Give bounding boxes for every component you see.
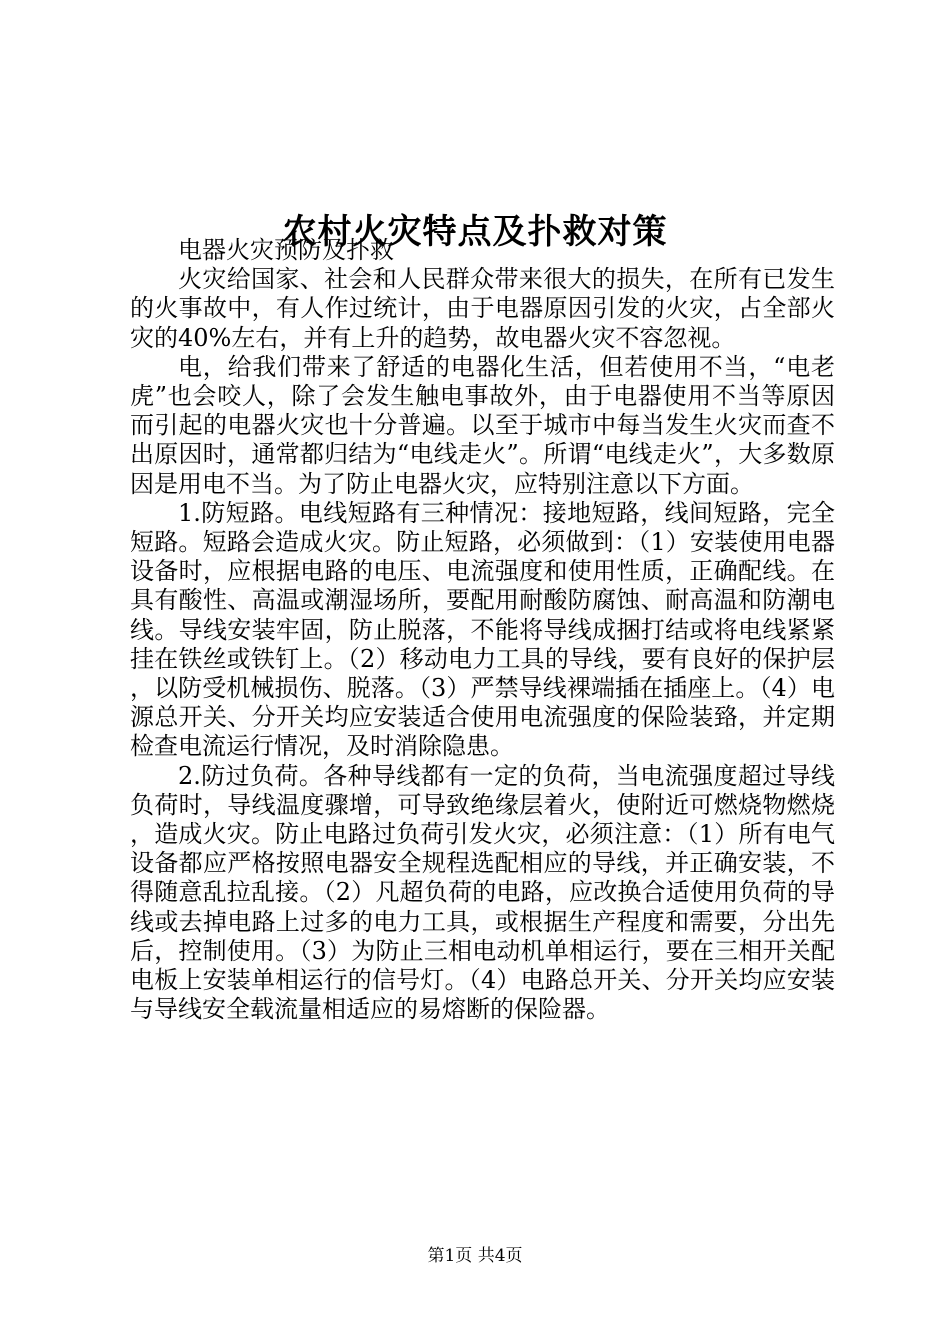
paragraph-overload: 2.防过负荷。各种导线都有一定的负荷，当电流强度超过导线负荷时，导线温度骤增，可导致绝缘层着火，使附近可燃烧物燃烧，造成火灾。防止电路过负荷引发火灾，必须注意：（1）所有电气设备都应严格按照电器安全规程选配相应的导线，并正确安装，不得随意乱拉乱接。（2）凡超负荷的电路，应改换合适使用负荷的导线或去掉电路上过多的电力工具，或根据生产程度和需要，分出先后，控制使用。（3）为防止三相电动机单相运行，要在三相开关配电板上安装单相运行的信号灯。（4）电路总开关、分开关均应安装与导线安全载流量相适应的易熔断的保险器。 — [130, 761, 835, 1024]
paragraph-electricity: 电，给我们带来了舒适的电器化生活，但若使用不当，“电老虎”也会咬人，除了会发生触电事故外，由于电器使用不当等原因而引起的电器火灾也十分普遍。以至于城市中每当发生火灾而查不出原因时，通常都归结为“电线走火”。所谓“电线走火”，大多数原因是用电不当。为了防止电器火灾，应特别注意以下方面。 — [130, 352, 835, 498]
page-number: 第1页 共4页 — [427, 1246, 523, 1266]
document-title: 农村火灾特点及扑救对策 — [282, 211, 668, 252]
document-body — [130, 236, 835, 1024]
paragraph-short-circuit: 1.防短路。电线短路有三种情况：接地短路，线间短路，完全短路。短路会造成火灾。防止短路，必须做到：（1）安装使用电器设备时，应根据电路的电压、电流强度和使用性质，正确配线。在具有酸性、高温或潮湿场所，要配用耐酸防腐蚀、耐高温和防潮电线。导线安装牢固，防止脱落，不能将导线成捆打结或将电线紧紧挂在铁丝或铁钉上。（2）移动电力工具的导线，要有良好的保护层，以防受机械损伤、脱落。（3）严禁导线裸端插在插座上。（4）电源总开关、分开关均应安装适合使用电流强度的保险装臵，并定期检查电流运行情况，及时消除隐患。 — [130, 498, 835, 761]
paragraph-intro: 火灾给国家、社会和人民群众带来很大的损失，在所有已发生的火事故中，有人作过统计，由于电器原因引发的火灾，占全部火灾的40%左右，并有上升的趋势，故电器火灾不容忽视。 — [130, 265, 835, 352]
section-heading: 电器火灾预防及扑救 — [178, 236, 394, 264]
